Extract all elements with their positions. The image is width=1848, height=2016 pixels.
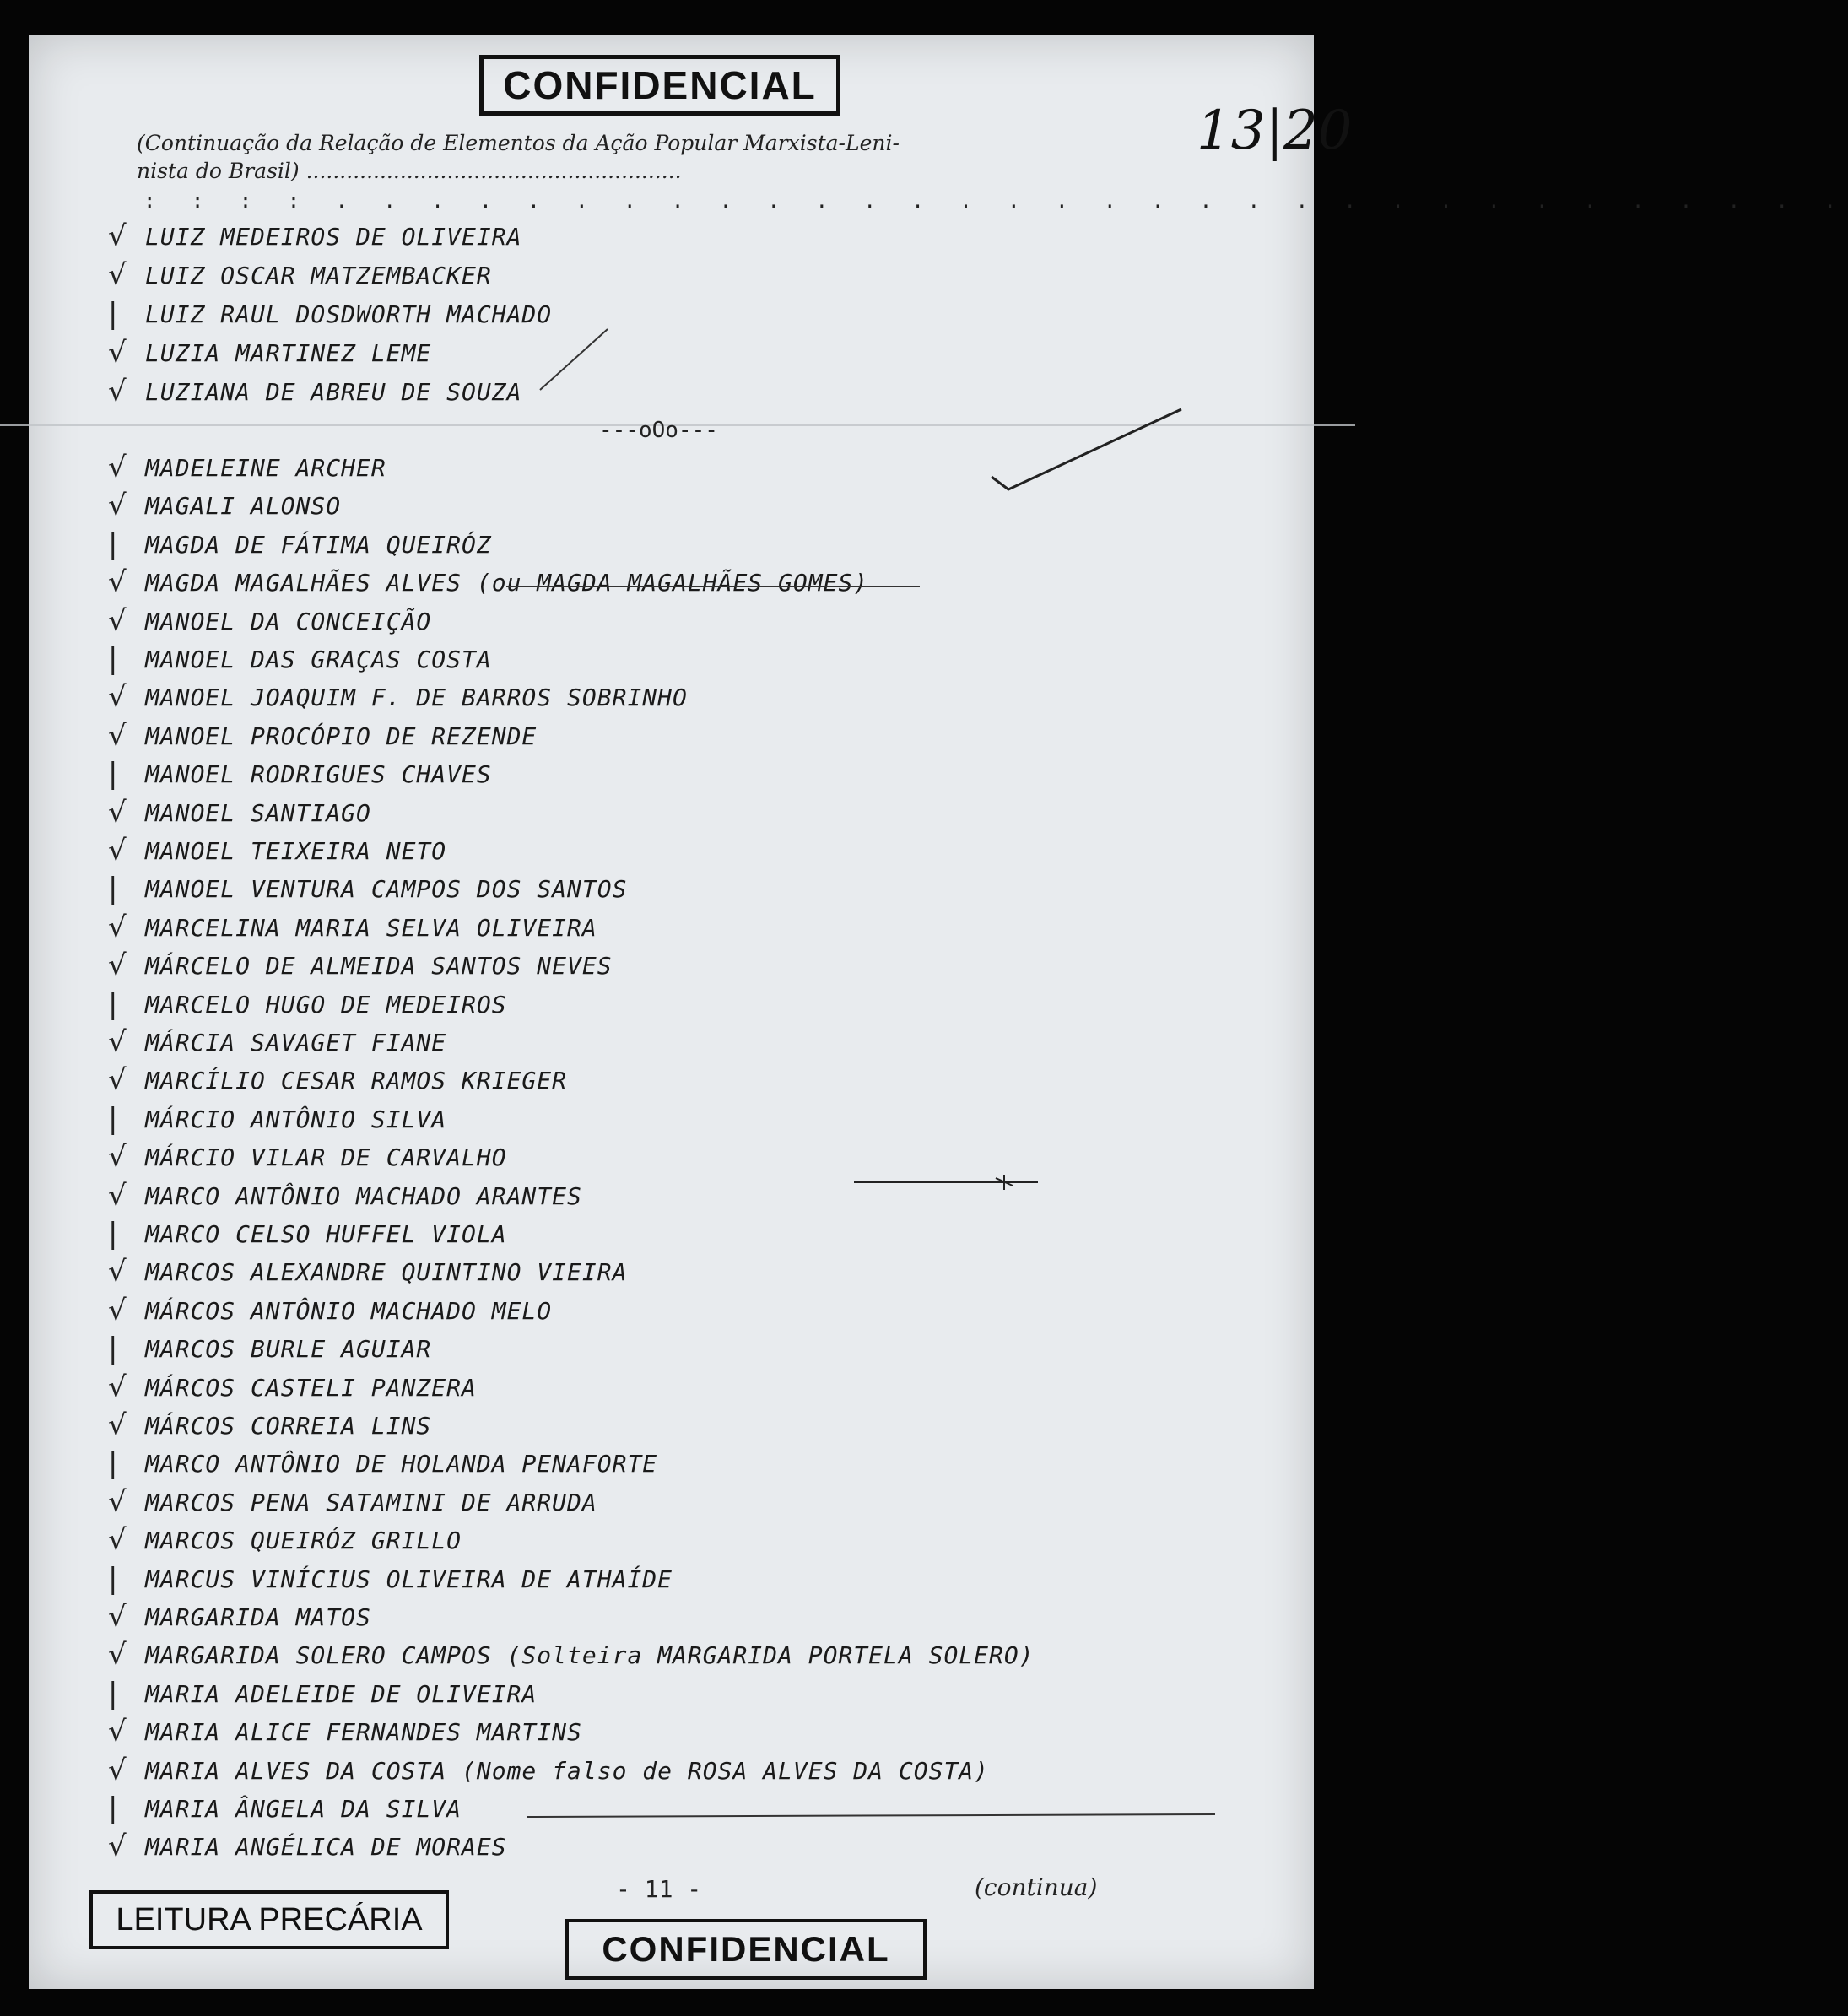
list-item: LUZIA MARTINEZ LEME — [145, 339, 432, 367]
list-item: MÁRCIO VILAR DE CARVALHO — [145, 1143, 507, 1172]
list-item: MANOEL SANTIAGO — [145, 798, 371, 827]
tick-mark: √ — [108, 949, 127, 983]
list-item: MARCO ANTÔNIO DE HOLANDA PENAFORTE — [145, 1450, 658, 1478]
large-checkmark — [992, 409, 1181, 489]
tick-mark: √ — [108, 718, 127, 753]
tick-mark: √ — [108, 1408, 127, 1442]
list-item: MARIA ALICE FERNANDES MARTINS — [145, 1718, 582, 1747]
tick-mark: | — [108, 527, 118, 561]
tick-mark: √ — [108, 1753, 127, 1787]
tick-mark: √ — [108, 910, 127, 944]
tick-mark: √ — [108, 1484, 127, 1519]
tick-mark: √ — [108, 1025, 127, 1059]
list-item: MAGDA DE FÁTIMA QUEIRÓZ — [145, 530, 492, 559]
tick-mark: √ — [108, 1255, 127, 1289]
list-item: LUZIANA DE ABREU DE SOUZA — [145, 378, 522, 406]
list-item: MARGARIDA MATOS — [145, 1603, 371, 1631]
tick-mark: √ — [108, 1523, 127, 1558]
list-item: MÁRCIA SAVAGET FIANE — [145, 1029, 447, 1057]
tick-mark: √ — [108, 1600, 127, 1634]
list-item: LUIZ OSCAR MATZEMBACKER — [145, 262, 492, 289]
tick-mark: | — [108, 872, 118, 906]
list-item: MANOEL DAS GRAÇAS COSTA — [145, 646, 492, 673]
list-item: MARCELINA MARIA SELVA OLIVEIRA — [145, 913, 597, 942]
list-item: LUIZ MEDEIROS DE OLIVEIRA — [145, 223, 522, 251]
list-item: MANOEL VENTURA CAMPOS DOS SANTOS — [145, 875, 628, 904]
list-item: LUIZ RAUL DOSDWORTH MACHADO — [145, 300, 553, 328]
confidential-stamp-top: CONFIDENCIAL — [479, 55, 840, 116]
list-item: MÁRCOS CASTELI PANZERA — [145, 1373, 477, 1402]
tick-mark: | — [108, 757, 118, 792]
tick-mark: | — [108, 986, 118, 1021]
section-separator: ---oOo--- — [599, 418, 718, 443]
tick-mark: √ — [108, 603, 127, 638]
list-item: MADELEINE ARCHER — [145, 454, 386, 482]
list-item: MANOEL RODRIGUES CHAVES — [145, 760, 492, 789]
tick-mark: √ — [108, 1715, 127, 1749]
tick-mark: √ — [108, 219, 127, 253]
tick-mark: | — [108, 297, 118, 331]
tick-mark: √ — [108, 565, 127, 600]
tick-mark: √ — [108, 1140, 127, 1175]
list-item: MANOEL JOAQUIM F. DE BARROS SOBRINHO — [145, 684, 688, 712]
tick-mark: √ — [108, 489, 127, 523]
tick-mark: √ — [108, 834, 127, 867]
list-item: MARCOS BURLE AGUIAR — [145, 1335, 432, 1364]
tick-mark: √ — [108, 1063, 127, 1098]
list-item: MANOEL PROCÓPIO DE REZENDE — [145, 722, 538, 750]
tick-mark: √ — [108, 375, 127, 408]
tick-mark: √ — [108, 258, 127, 292]
tick-mark: √ — [108, 795, 127, 830]
tick-mark: | — [108, 1217, 118, 1251]
list-item: MÁRCELO DE ALMEIDA SANTOS NEVES — [145, 952, 613, 981]
list-item: MARCUS VINÍCIUS OLIVEIRA DE ATHAÍDE — [145, 1565, 673, 1593]
tick-mark: √ — [108, 680, 127, 715]
tick-mark: | — [108, 1446, 118, 1481]
folio-number: 13|20 — [1197, 100, 1353, 162]
list-item: MARCOS PENA SATAMINI DE ARRUDA — [145, 1488, 597, 1516]
header-line-1: (Continuação da Relação de Elementos da Ação Popular Marxista-Leni- — [137, 131, 900, 155]
slash-mark — [540, 329, 608, 390]
list-item: MAGDA MAGALHÃES ALVES (ou MAGDA MAGALHÃES GOMES) — [145, 569, 869, 597]
confidential-stamp-bottom: CONFIDENCIAL — [565, 1919, 927, 1980]
tick-mark: | — [108, 1561, 118, 1596]
page-number: - 11 - — [616, 1875, 702, 1903]
tick-mark: √ — [108, 336, 127, 370]
tick-mark: √ — [108, 1638, 127, 1673]
tick-mark: √ — [108, 1178, 127, 1213]
tick-mark: √ — [108, 1830, 127, 1864]
tick-mark: √ — [108, 451, 127, 484]
list-item: MANOEL TEIXEIRA NETO — [145, 837, 447, 865]
list-item: MARCOS QUEIRÓZ GRILLO — [145, 1527, 462, 1555]
list-item: MARGARIDA SOLERO CAMPOS (Solteira MARGARIDA PORTELA SOLERO) — [145, 1641, 1035, 1670]
separator-dots: : : : : . . . . . . . . . . . . . . . . . . . . . . . . . . . . . . . . — [143, 189, 1848, 213]
list-item: MARCO CELSO HUFFEL VIOLA — [145, 1220, 507, 1248]
list-item: MARIA ANGÉLICA DE MORAES — [145, 1833, 507, 1862]
list-item: MÁRCOS ANTÔNIO MACHADO MELO — [145, 1296, 553, 1325]
tick-mark: | — [108, 1792, 118, 1825]
tick-mark: | — [108, 642, 118, 676]
tick-mark: | — [108, 1101, 118, 1136]
underline-mark — [527, 1814, 1215, 1817]
list-item: MARIA ÂNGELA DA SILVA — [145, 1795, 462, 1823]
list-item: MARCO ANTÔNIO MACHADO ARANTES — [145, 1181, 582, 1210]
list-item: MÁRCOS CORREIA LINS — [145, 1412, 432, 1440]
tick-mark: | — [108, 1332, 118, 1366]
list-item: MANOEL DA CONCEIÇÃO — [145, 607, 432, 635]
list-item: MARCOS ALEXANDRE QUINTINO VIEIRA — [145, 1258, 628, 1287]
list-item: MARIA ALVES DA COSTA (Nome falso de ROSA ALVES DA COSTA) — [145, 1756, 990, 1785]
list-item: MARCÍLIO CESAR RAMOS KRIEGER — [145, 1067, 568, 1095]
tick-mark: | — [108, 1676, 118, 1711]
list-item: MARIA ADELEIDE DE OLIVEIRA — [145, 1679, 538, 1708]
header-line-2: nista do Brasil) ........................................................ — [137, 159, 682, 183]
tick-mark: √ — [108, 1370, 127, 1404]
reading-note-stamp: LEITURA PRECÁRIA — [89, 1890, 449, 1949]
tick-mark: √ — [108, 1293, 127, 1327]
continua-note: (continua) — [975, 1873, 1098, 1901]
list-item: MAGALI ALONSO — [145, 492, 342, 521]
list-item: MÁRCIO ANTÔNIO SILVA — [145, 1105, 447, 1133]
list-item: MARCELO HUGO DE MEDEIROS — [145, 990, 507, 1019]
